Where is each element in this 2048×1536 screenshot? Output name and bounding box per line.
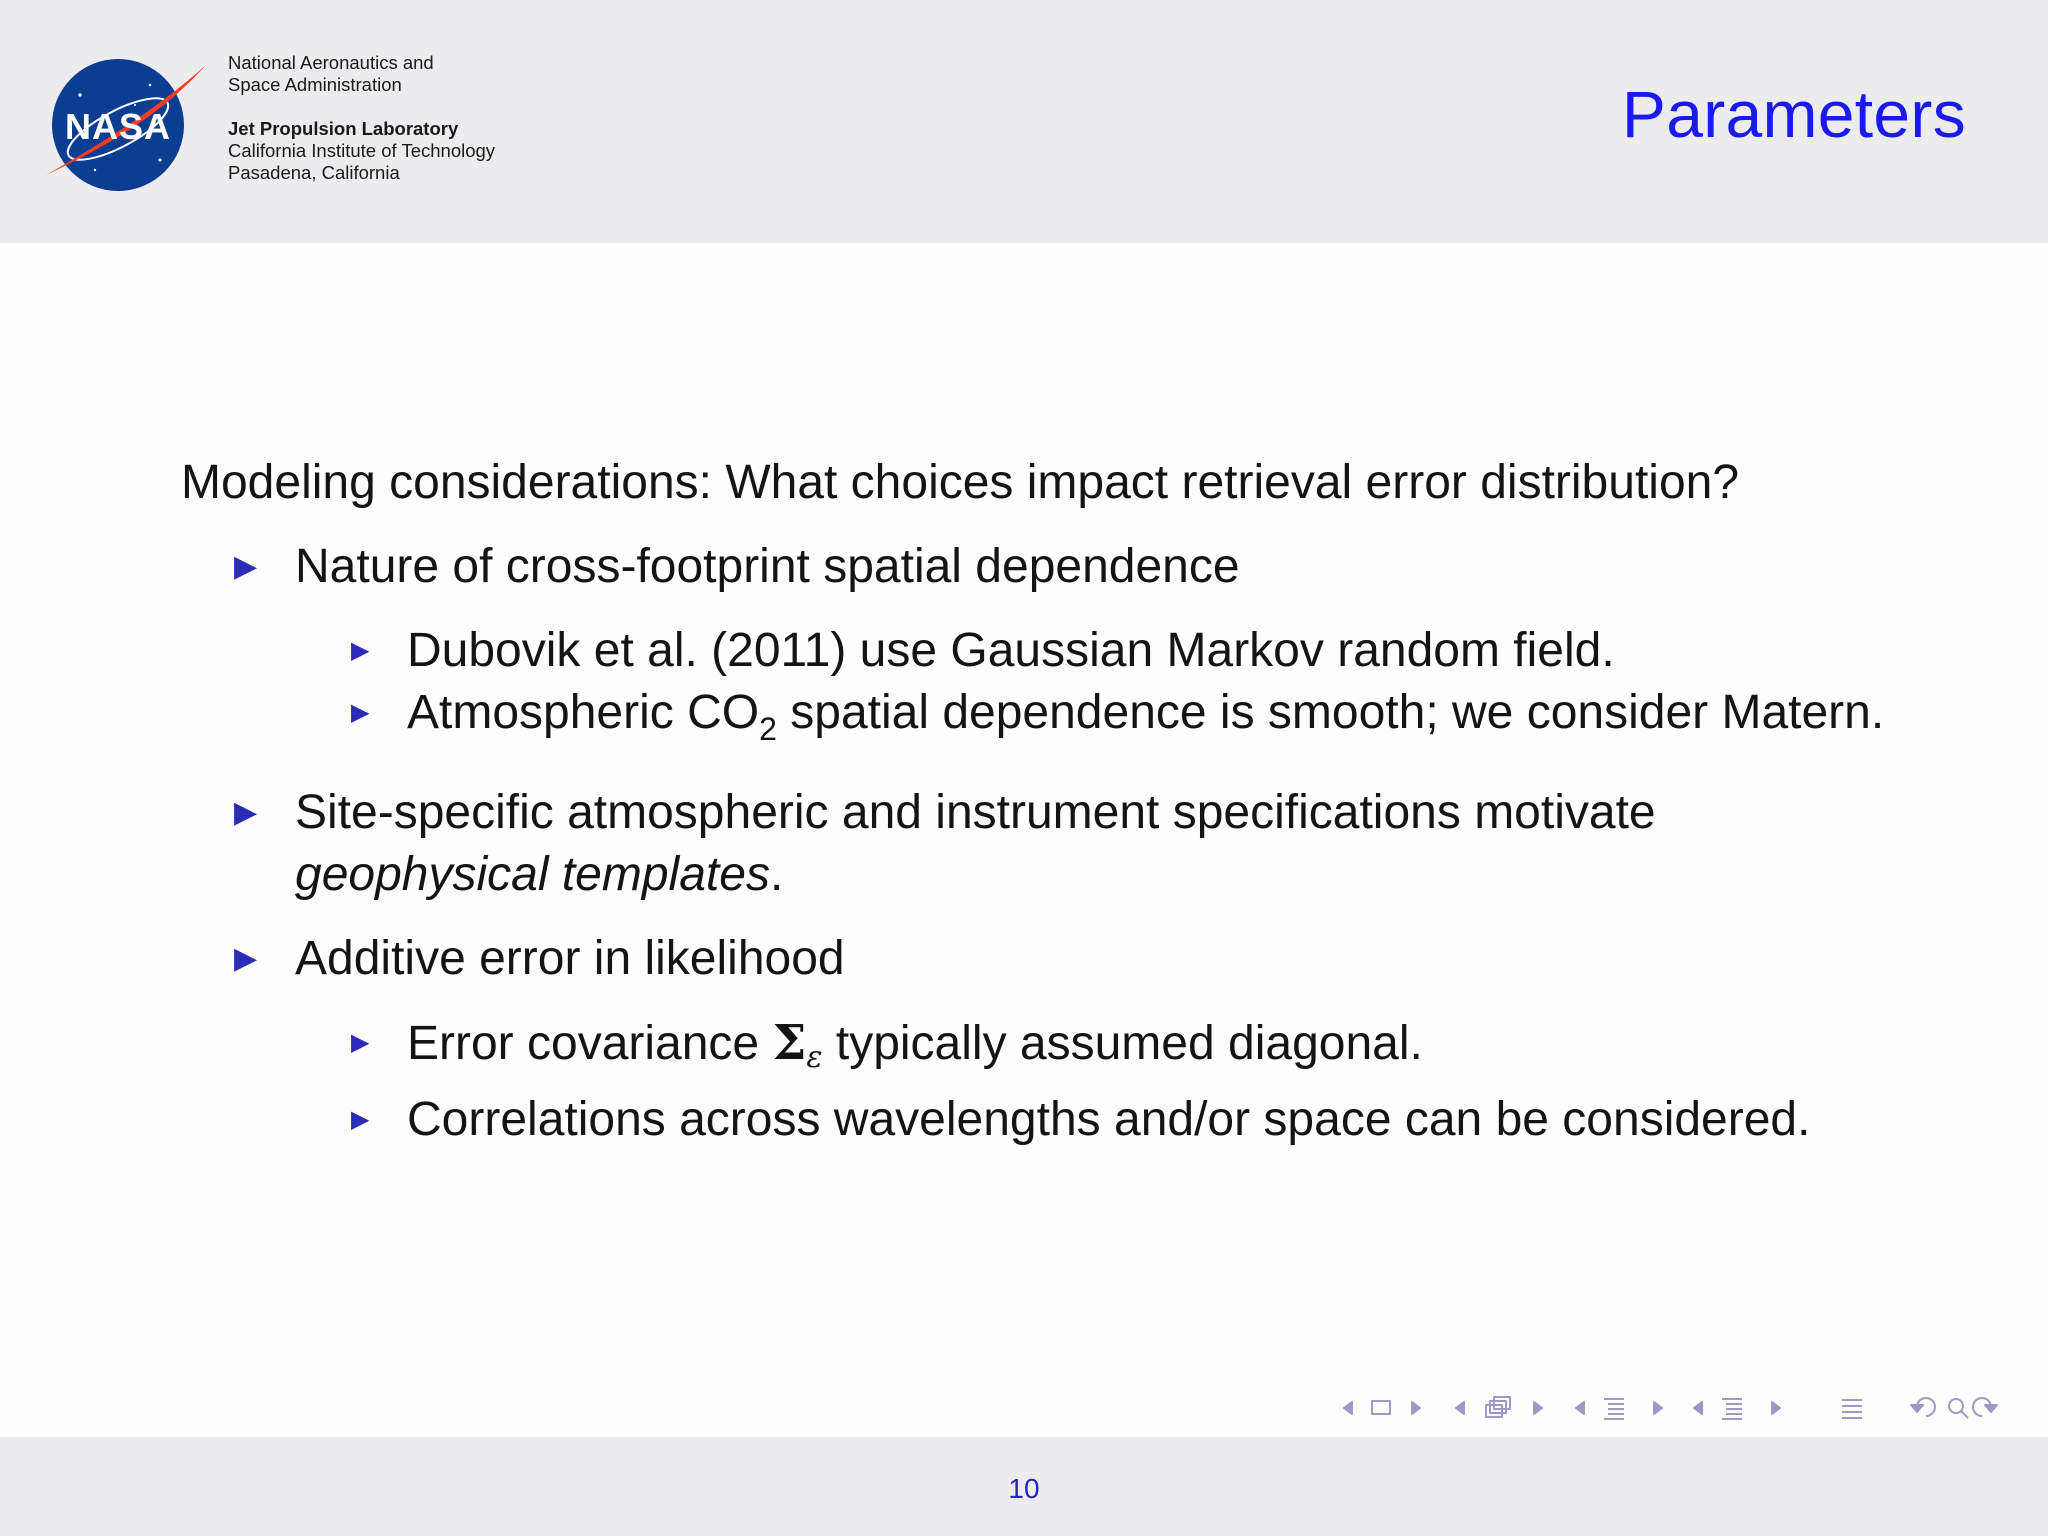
- sub-bullet-triangle-icon: ▶: [351, 1106, 370, 1133]
- sub-bullet-text-pre: Atmospheric CO: [407, 686, 760, 739]
- lab-line: California Institute of Technology: [228, 140, 496, 161]
- next-arrow-icon[interactable]: [1772, 1402, 1780, 1414]
- sub-bullet-triangle-icon: ▶: [351, 637, 370, 664]
- prev-arrow-icon[interactable]: [1576, 1402, 1584, 1414]
- align-icon[interactable]: [1842, 1400, 1862, 1418]
- undo-icon[interactable]: [1911, 1398, 1935, 1416]
- sub-bullet-triangle-icon: ▶: [351, 699, 370, 726]
- organization-info: [228, 52, 495, 184]
- prev-arrow-icon[interactable]: [1344, 1402, 1352, 1414]
- document-icon[interactable]: [1722, 1399, 1742, 1419]
- sub-bullet-item: [181, 620, 2021, 682]
- bullet-text: Site-specific atmospheric and instrument specifications motivate: [295, 786, 1656, 839]
- slide-body: [181, 452, 2021, 1151]
- sub-bullet-item: [181, 682, 2021, 760]
- slide-header: [0, 0, 2048, 243]
- bullet-tail: .: [769, 848, 784, 901]
- lab-line: Pasadena, California: [228, 162, 400, 183]
- bullet-triangle-icon: ▶: [234, 550, 258, 583]
- subsection-icon[interactable]: [1486, 1397, 1510, 1417]
- bullet-text: Nature of cross-footprint spatial dependence: [295, 540, 1240, 593]
- sub-bullet-text: Correlations across wavelengths and/or space can be considered.: [407, 1093, 1811, 1146]
- sub-bullet-text-pre: Error covariance: [407, 1017, 773, 1070]
- frame-icon[interactable]: [1372, 1401, 1390, 1414]
- org-line: National Aeronautics and: [228, 52, 434, 73]
- intro-text: Modeling considerations: What choices impact retrieval error distribution?: [181, 456, 1740, 509]
- bullet-item: [181, 928, 2021, 990]
- slide-title: Parameters: [1621, 77, 1966, 151]
- sub-bullet-item: [181, 1012, 2021, 1089]
- bullet-triangle-icon: ▶: [234, 942, 258, 975]
- slide-footer: [0, 1437, 2048, 1536]
- logo-text: NASA: [64, 106, 172, 147]
- bullet-item: [181, 782, 2021, 906]
- bullet-item: [181, 536, 2021, 598]
- epsilon-subscript: ε: [806, 1040, 823, 1075]
- sub-bullet-text-post: typically assumed diagonal.: [822, 1017, 1423, 1070]
- nasa-logo-icon: [40, 55, 210, 205]
- prev-arrow-icon[interactable]: [1456, 1402, 1464, 1414]
- bullet-text: Additive error in likelihood: [295, 932, 845, 985]
- sub-bullet-triangle-icon: ▶: [351, 1029, 370, 1056]
- section-icon[interactable]: [1604, 1399, 1624, 1419]
- sigma-symbol: Σ: [772, 1015, 807, 1071]
- prev-arrow-icon[interactable]: [1694, 1402, 1702, 1414]
- subscript: 2: [759, 711, 777, 747]
- redo-icon[interactable]: [1973, 1398, 1997, 1416]
- next-arrow-icon[interactable]: [1534, 1402, 1542, 1414]
- sub-bullet-item: [181, 1089, 2021, 1151]
- search-icon[interactable]: [1949, 1399, 1968, 1418]
- sub-bullet-text: Dubovik et al. (2011) use Gaussian Markov random field.: [407, 624, 1615, 677]
- page-number: 10: [1008, 1473, 1040, 1504]
- next-arrow-icon[interactable]: [1412, 1402, 1420, 1414]
- org-line: Space Administration: [228, 74, 402, 95]
- lab-name: Jet Propulsion Laboratory: [228, 118, 459, 139]
- beamer-navigation-bar: [1330, 1388, 2030, 1428]
- bullet-triangle-icon: ▶: [234, 796, 258, 829]
- next-arrow-icon[interactable]: [1654, 1402, 1662, 1414]
- bullet-italic-text: geophysical templates: [295, 848, 770, 901]
- sub-bullet-text-post: spatial dependence is smooth; we consider Matern.: [776, 686, 1885, 739]
